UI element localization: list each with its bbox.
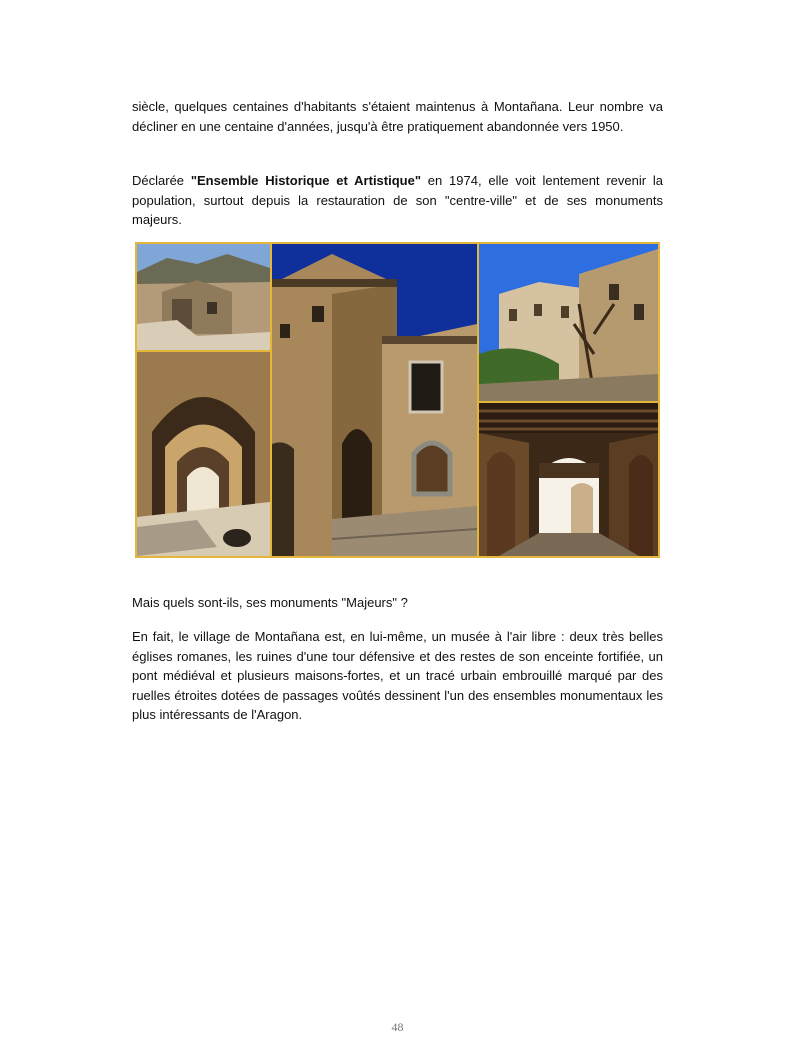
paragraph-2	[132, 171, 663, 230]
paragraph-2-bold: "Ensemble Historique et Artistique"	[190, 173, 421, 188]
paragraph-2-start: Déclarée	[132, 173, 191, 188]
paragraph-2-end: en 1974, elle voit lentement revenir la population, surtout depuis la restauration de son "centre-ville" et de ses monuments majeurs.	[132, 173, 663, 227]
paragraph-4: En fait, le village de Montañana est, en lui-même, un musée à l'air libre : deux très belles églises romanes, les ruines d'une tour défensive et des restes de son enceinte fortifiée, un pont médiéval et plusieurs maisons-fortes, et un tracé urbain embrouillé marqué par des ruelles étroites dotées de passages voûtés dessinent l'un des ensembles monumentaux les plus intéressants de l'Aragon.	[132, 629, 663, 722]
page-number: 48	[391, 1020, 404, 1034]
paragraph-3: Mais quels sont-ils, ses monuments "Majeurs" ?	[132, 595, 408, 610]
photo-vaulted-passage	[479, 403, 658, 556]
photo-collage	[135, 242, 660, 558]
photo-stone-tower	[272, 244, 477, 556]
photo-village-rooftops	[137, 244, 270, 350]
photo-village-street	[479, 244, 658, 401]
photo-arched-passage	[137, 352, 270, 556]
paragraph-1: siècle, quelques centaines d'habitants s'étaient maintenus à Montañana. Leur nombre va décliner en une centaine d'années, jusqu'à être pratiquement abandonnée vers 1950.	[132, 99, 663, 134]
